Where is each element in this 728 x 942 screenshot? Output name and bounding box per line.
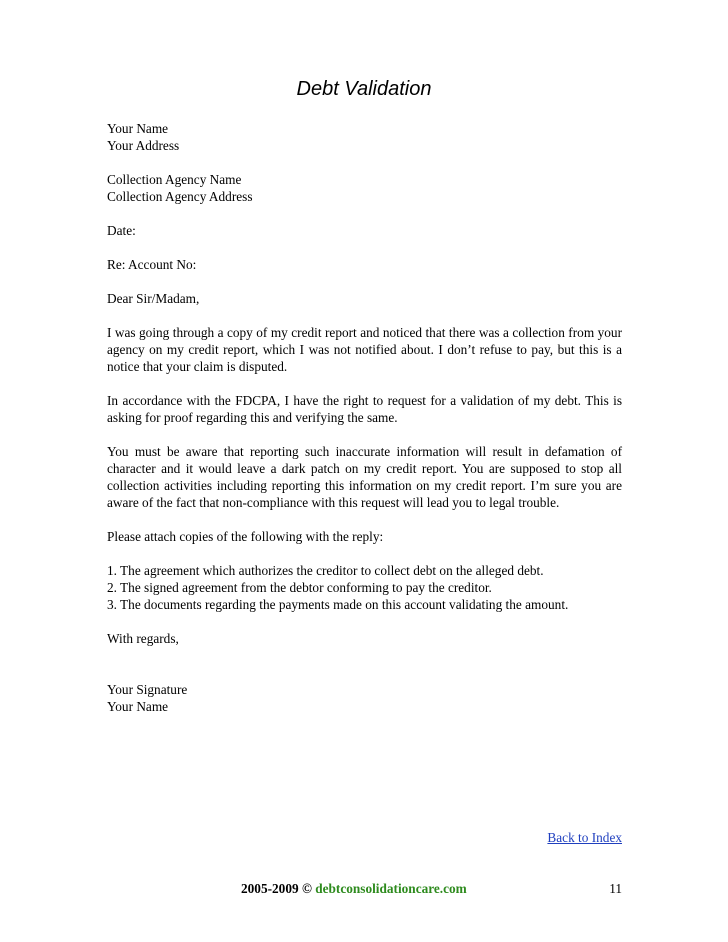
footer-site-link[interactable]: debtconsolidationcare.com [315,881,467,896]
date-label: Date: [107,223,136,238]
footer-copyright [241,880,467,897]
paragraph-fdcpa: In accordance with the FDCPA, I have the right to request for a validation of my debt. This is asking for proof regarding this and verifying the same. [107,393,622,425]
paragraph-defamation: You must be aware that reporting such inaccurate information will result in defamation of character and it would leave a dark patch on my credit report. You are supposed to stop all collection activities including reporting this information on my credit report. I’m sure you are aware of the fact that non-compliance with this request will lead you to legal trouble. [107,444,622,510]
back-to-index-link[interactable]: Back to Index [547,830,622,845]
document-title: Debt Validation [296,78,432,100]
salutation: Dear Sir/Madam, [107,291,200,306]
footer-years: 2005-2009 © [241,881,312,896]
page-number: 11 [609,881,622,896]
signature-line: Your Signature [107,682,188,697]
re-account-label: Re: Account No: [107,257,197,272]
recipient-name: Collection Agency Name [107,172,242,187]
closing: With regards, [107,631,179,646]
recipient-address: Collection Agency Address [107,189,253,204]
list-item: 1. The agreement which authorizes the creditor to collect debt on the alleged debt. [107,563,544,578]
list-item: 2. The signed agreement from the debtor conforming to pay the creditor. [107,580,492,595]
sender-name: Your Name [107,121,169,136]
paragraph-dispute: I was going through a copy of my credit report and noticed that there was a collection from your agency on my credit report, which I was not notified about. I don’t refuse to pay, but this is a notice that your claim is disputed. [107,325,622,374]
letter-body [107,120,622,715]
paragraph-attach: Please attach copies of the following with the reply: [107,529,384,544]
sender-address: Your Address [107,138,180,153]
list-item: 3. The documents regarding the payments made on this account validating the amount. [107,597,569,612]
signature-name: Your Name [107,699,169,714]
